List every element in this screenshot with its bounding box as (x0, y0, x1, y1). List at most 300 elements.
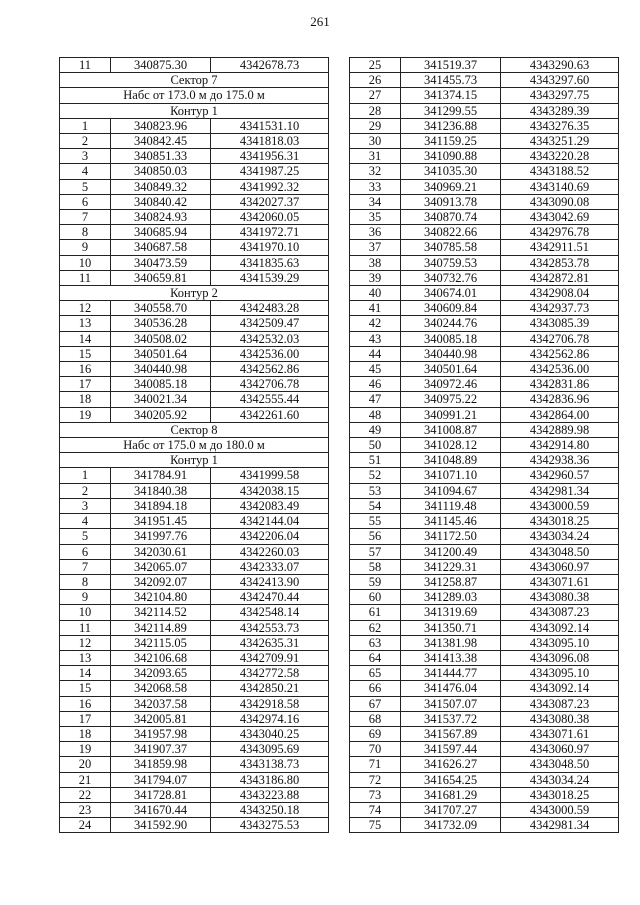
point-number-cell: 3 (60, 149, 111, 164)
table-row (60, 468, 329, 483)
point-number-cell: 49 (350, 422, 401, 437)
table-row (60, 787, 329, 802)
table-row (350, 301, 619, 316)
y-coordinate-cell: 4342562.86 (501, 346, 619, 361)
y-coordinate-cell: 4342872.81 (501, 270, 619, 285)
table-row (350, 559, 619, 574)
y-coordinate-cell: 4343223.88 (211, 787, 329, 802)
x-coordinate-cell: 341444.77 (401, 666, 501, 681)
x-coordinate-cell: 341681.29 (401, 787, 501, 802)
point-number-cell: 7 (60, 210, 111, 225)
x-coordinate-cell: 341413.38 (401, 650, 501, 665)
point-number-cell: 14 (60, 666, 111, 681)
x-coordinate-cell: 342114.89 (111, 620, 211, 635)
y-coordinate-cell: 4343095.10 (501, 635, 619, 650)
x-coordinate-cell: 340785.58 (401, 240, 501, 255)
table-row (60, 179, 329, 194)
y-coordinate-cell: 4342333.07 (211, 559, 329, 574)
section-header-row (60, 103, 329, 118)
point-number-cell: 48 (350, 407, 401, 422)
x-coordinate-cell: 341071.10 (401, 468, 501, 483)
x-coordinate-cell: 341289.03 (401, 590, 501, 605)
table-row (60, 726, 329, 741)
table-row (60, 164, 329, 179)
x-coordinate-cell: 340875.30 (111, 58, 211, 73)
point-number-cell: 10 (60, 605, 111, 620)
point-number-cell: 54 (350, 498, 401, 513)
x-coordinate-cell: 340842.45 (111, 134, 211, 149)
point-number-cell: 69 (350, 726, 401, 741)
x-coordinate-cell: 341859.98 (111, 757, 211, 772)
y-coordinate-cell: 4342553.73 (211, 620, 329, 635)
table-row (60, 605, 329, 620)
x-coordinate-cell: 341567.89 (401, 726, 501, 741)
y-coordinate-cell: 4341956.31 (211, 149, 329, 164)
point-number-cell: 55 (350, 514, 401, 529)
point-number-cell: 63 (350, 635, 401, 650)
x-coordinate-cell: 340501.64 (401, 362, 501, 377)
point-number-cell: 2 (60, 134, 111, 149)
table-row (350, 681, 619, 696)
x-coordinate-cell: 340822.66 (401, 225, 501, 240)
point-number-cell: 60 (350, 590, 401, 605)
point-number-cell: 12 (60, 635, 111, 650)
y-coordinate-cell: 4343096.08 (501, 650, 619, 665)
y-coordinate-cell: 4342536.00 (501, 362, 619, 377)
table-row (60, 407, 329, 422)
y-coordinate-cell: 4342260.03 (211, 544, 329, 559)
y-coordinate-cell: 4342483.28 (211, 301, 329, 316)
table-row (350, 438, 619, 453)
table-row (60, 240, 329, 255)
table-row (60, 574, 329, 589)
point-number-cell: 5 (60, 179, 111, 194)
point-number-cell: 68 (350, 711, 401, 726)
x-coordinate-cell: 341258.87 (401, 574, 501, 589)
point-number-cell: 53 (350, 483, 401, 498)
y-coordinate-cell: 4343060.97 (501, 742, 619, 757)
x-coordinate-cell: 340085.18 (111, 377, 211, 392)
point-number-cell: 5 (60, 529, 111, 544)
y-coordinate-cell: 4343276.35 (501, 118, 619, 133)
y-coordinate-cell: 4342548.14 (211, 605, 329, 620)
x-coordinate-cell: 341894.18 (111, 498, 211, 513)
x-coordinate-cell: 341236.88 (401, 118, 501, 133)
x-coordinate-cell: 340732.76 (401, 270, 501, 285)
x-coordinate-cell: 340501.64 (111, 346, 211, 361)
table-row (350, 377, 619, 392)
table-row (350, 88, 619, 103)
table-row (60, 757, 329, 772)
y-coordinate-cell: 4341972.71 (211, 225, 329, 240)
point-number-cell: 1 (60, 118, 111, 133)
x-coordinate-cell: 340674.01 (401, 286, 501, 301)
coordinates-table-left (59, 57, 329, 833)
table-row (350, 58, 619, 73)
y-coordinate-cell: 4343188.52 (501, 164, 619, 179)
point-number-cell: 44 (350, 346, 401, 361)
point-number-cell: 8 (60, 225, 111, 240)
x-coordinate-cell: 340244.76 (401, 316, 501, 331)
x-coordinate-cell: 340440.98 (111, 362, 211, 377)
y-coordinate-cell: 4343140.69 (501, 179, 619, 194)
table-row (350, 316, 619, 331)
point-number-cell: 15 (60, 346, 111, 361)
x-coordinate-cell: 341654.25 (401, 772, 501, 787)
y-coordinate-cell: 4341531.10 (211, 118, 329, 133)
table-row (350, 757, 619, 772)
y-coordinate-cell: 4343000.59 (501, 498, 619, 513)
x-coordinate-cell: 342065.07 (111, 559, 211, 574)
y-coordinate-cell: 4342889.98 (501, 422, 619, 437)
table-row (350, 514, 619, 529)
y-coordinate-cell: 4343289.39 (501, 103, 619, 118)
x-coordinate-cell: 341455.73 (401, 73, 501, 88)
section-header: Контур 2 (60, 286, 329, 301)
table-row (60, 483, 329, 498)
y-coordinate-cell: 4343034.24 (501, 772, 619, 787)
point-number-cell: 41 (350, 301, 401, 316)
x-coordinate-cell: 340508.02 (111, 331, 211, 346)
x-coordinate-cell: 341732.09 (401, 818, 501, 833)
point-number-cell: 17 (60, 377, 111, 392)
table-row (60, 331, 329, 346)
x-coordinate-cell: 340972.46 (401, 377, 501, 392)
point-number-cell: 1 (60, 468, 111, 483)
table-row (60, 58, 329, 73)
point-number-cell: 42 (350, 316, 401, 331)
y-coordinate-cell: 4343087.23 (501, 605, 619, 620)
table-row (350, 270, 619, 285)
point-number-cell: 11 (60, 270, 111, 285)
y-coordinate-cell: 4342206.04 (211, 529, 329, 544)
point-number-cell: 39 (350, 270, 401, 285)
section-header-row (60, 438, 329, 453)
table-row (60, 802, 329, 817)
point-number-cell: 59 (350, 574, 401, 589)
table-row (60, 772, 329, 787)
x-coordinate-cell: 342115.05 (111, 635, 211, 650)
point-number-cell: 25 (350, 58, 401, 73)
point-number-cell: 3 (60, 498, 111, 513)
point-number-cell: 22 (60, 787, 111, 802)
point-number-cell: 62 (350, 620, 401, 635)
x-coordinate-cell: 340913.78 (401, 194, 501, 209)
y-coordinate-cell: 4342853.78 (501, 255, 619, 270)
y-coordinate-cell: 4342678.73 (211, 58, 329, 73)
point-number-cell: 66 (350, 681, 401, 696)
y-coordinate-cell: 4342470.44 (211, 590, 329, 605)
point-number-cell: 14 (60, 331, 111, 346)
y-coordinate-cell: 4342918.58 (211, 696, 329, 711)
table-row (350, 149, 619, 164)
table-row (60, 270, 329, 285)
table-row (60, 742, 329, 757)
table-row (60, 362, 329, 377)
section-header-row (60, 422, 329, 437)
point-number-cell: 10 (60, 255, 111, 270)
table-row (350, 179, 619, 194)
y-coordinate-cell: 4342706.78 (501, 331, 619, 346)
point-number-cell: 51 (350, 453, 401, 468)
point-number-cell: 70 (350, 742, 401, 757)
table-row (350, 134, 619, 149)
x-coordinate-cell: 341094.67 (401, 483, 501, 498)
table-row (350, 331, 619, 346)
section-header-row (60, 453, 329, 468)
table-row (350, 164, 619, 179)
y-coordinate-cell: 4342981.34 (501, 483, 619, 498)
x-coordinate-cell: 341350.71 (401, 620, 501, 635)
table-row (350, 422, 619, 437)
point-number-cell: 17 (60, 711, 111, 726)
table-row (350, 666, 619, 681)
table-row (350, 392, 619, 407)
x-coordinate-cell: 341172.50 (401, 529, 501, 544)
x-coordinate-cell: 341008.87 (401, 422, 501, 437)
x-coordinate-cell: 341707.27 (401, 802, 501, 817)
point-number-cell: 6 (60, 194, 111, 209)
x-coordinate-cell: 341670.44 (111, 802, 211, 817)
point-number-cell: 57 (350, 544, 401, 559)
x-coordinate-cell: 342114.52 (111, 605, 211, 620)
point-number-cell: 43 (350, 331, 401, 346)
y-coordinate-cell: 4343048.50 (501, 544, 619, 559)
x-coordinate-cell: 340659.81 (111, 270, 211, 285)
y-coordinate-cell: 4343290.63 (501, 58, 619, 73)
table-row (350, 772, 619, 787)
x-coordinate-cell: 341048.89 (401, 453, 501, 468)
x-coordinate-cell: 341299.55 (401, 103, 501, 118)
y-coordinate-cell: 4342144.04 (211, 514, 329, 529)
x-coordinate-cell: 341597.44 (401, 742, 501, 757)
table-row (60, 711, 329, 726)
point-number-cell: 28 (350, 103, 401, 118)
y-coordinate-cell: 4343275.53 (211, 818, 329, 833)
table-row (60, 255, 329, 270)
x-coordinate-cell: 340969.21 (401, 179, 501, 194)
y-coordinate-cell: 4341992.32 (211, 179, 329, 194)
table-row (350, 726, 619, 741)
y-coordinate-cell: 4343186.80 (211, 772, 329, 787)
table-row (60, 194, 329, 209)
y-coordinate-cell: 4343087.23 (501, 696, 619, 711)
point-number-cell: 21 (60, 772, 111, 787)
table-row (350, 194, 619, 209)
table-row (350, 802, 619, 817)
point-number-cell: 50 (350, 438, 401, 453)
point-number-cell: 11 (60, 620, 111, 635)
y-coordinate-cell: 4342709.91 (211, 650, 329, 665)
point-number-cell: 61 (350, 605, 401, 620)
x-coordinate-cell: 341090.88 (401, 149, 501, 164)
y-coordinate-cell: 4343095.69 (211, 742, 329, 757)
point-number-cell: 12 (60, 301, 111, 316)
x-coordinate-cell: 342092.07 (111, 574, 211, 589)
point-number-cell: 37 (350, 240, 401, 255)
point-number-cell: 40 (350, 286, 401, 301)
table-row (60, 134, 329, 149)
y-coordinate-cell: 4343040.25 (211, 726, 329, 741)
point-number-cell: 19 (60, 407, 111, 422)
table-row (350, 468, 619, 483)
x-coordinate-cell: 342093.65 (111, 666, 211, 681)
section-header-row (60, 73, 329, 88)
table-row (350, 103, 619, 118)
y-coordinate-cell: 4342960.57 (501, 468, 619, 483)
table-row (350, 210, 619, 225)
table-row (350, 590, 619, 605)
point-number-cell: 15 (60, 681, 111, 696)
table-row (60, 514, 329, 529)
table-row (350, 818, 619, 833)
point-number-cell: 38 (350, 255, 401, 270)
y-coordinate-cell: 4343138.73 (211, 757, 329, 772)
table-row (350, 346, 619, 361)
point-number-cell: 67 (350, 696, 401, 711)
y-coordinate-cell: 4342938.36 (501, 453, 619, 468)
x-coordinate-cell: 340975.22 (401, 392, 501, 407)
point-number-cell: 33 (350, 179, 401, 194)
y-coordinate-cell: 4343297.60 (501, 73, 619, 88)
x-coordinate-cell: 342104.80 (111, 590, 211, 605)
x-coordinate-cell: 340840.42 (111, 194, 211, 209)
table-row (60, 149, 329, 164)
y-coordinate-cell: 4343220.28 (501, 149, 619, 164)
y-coordinate-cell: 4343018.25 (501, 787, 619, 802)
table-row (350, 574, 619, 589)
table-row (350, 118, 619, 133)
point-number-cell: 9 (60, 240, 111, 255)
x-coordinate-cell: 340823.96 (111, 118, 211, 133)
table-row (60, 316, 329, 331)
y-coordinate-cell: 4341818.03 (211, 134, 329, 149)
point-number-cell: 74 (350, 802, 401, 817)
point-number-cell: 19 (60, 742, 111, 757)
table-row (60, 377, 329, 392)
point-number-cell: 24 (60, 818, 111, 833)
y-coordinate-cell: 4343297.75 (501, 88, 619, 103)
table-row (350, 225, 619, 240)
section-header: Набс от 175.0 м до 180.0 м (60, 438, 329, 453)
point-number-cell: 71 (350, 757, 401, 772)
table-row (60, 301, 329, 316)
point-number-cell: 64 (350, 650, 401, 665)
point-number-cell: 4 (60, 164, 111, 179)
point-number-cell: 26 (350, 73, 401, 88)
x-coordinate-cell: 340205.92 (111, 407, 211, 422)
x-coordinate-cell: 341519.37 (401, 58, 501, 73)
x-coordinate-cell: 341957.98 (111, 726, 211, 741)
point-number-cell: 29 (350, 118, 401, 133)
x-coordinate-cell: 341374.15 (401, 88, 501, 103)
y-coordinate-cell: 4342981.34 (501, 818, 619, 833)
point-number-cell: 8 (60, 574, 111, 589)
y-coordinate-cell: 4342060.05 (211, 210, 329, 225)
y-coordinate-cell: 4342937.73 (501, 301, 619, 316)
point-number-cell: 30 (350, 134, 401, 149)
x-coordinate-cell: 340021.34 (111, 392, 211, 407)
x-coordinate-cell: 341951.45 (111, 514, 211, 529)
table-row (350, 742, 619, 757)
point-number-cell: 6 (60, 544, 111, 559)
x-coordinate-cell: 342106.68 (111, 650, 211, 665)
table-row (60, 225, 329, 240)
point-number-cell: 16 (60, 696, 111, 711)
point-number-cell: 13 (60, 650, 111, 665)
table-row (350, 635, 619, 650)
x-coordinate-cell: 342005.81 (111, 711, 211, 726)
x-coordinate-cell: 342037.58 (111, 696, 211, 711)
x-coordinate-cell: 341145.46 (401, 514, 501, 529)
y-coordinate-cell: 4343000.59 (501, 802, 619, 817)
y-coordinate-cell: 4342864.00 (501, 407, 619, 422)
y-coordinate-cell: 4343251.29 (501, 134, 619, 149)
point-number-cell: 18 (60, 726, 111, 741)
y-coordinate-cell: 4341999.58 (211, 468, 329, 483)
y-coordinate-cell: 4343018.25 (501, 514, 619, 529)
point-number-cell: 45 (350, 362, 401, 377)
y-coordinate-cell: 4342635.31 (211, 635, 329, 650)
x-coordinate-cell: 340991.21 (401, 407, 501, 422)
y-coordinate-cell: 4343250.18 (211, 802, 329, 817)
x-coordinate-cell: 340440.98 (401, 346, 501, 361)
table-row (350, 498, 619, 513)
table-row (350, 544, 619, 559)
x-coordinate-cell: 341794.07 (111, 772, 211, 787)
y-coordinate-cell: 4342038.15 (211, 483, 329, 498)
y-coordinate-cell: 4342509.47 (211, 316, 329, 331)
y-coordinate-cell: 4342836.96 (501, 392, 619, 407)
table-row (60, 498, 329, 513)
y-coordinate-cell: 4343034.24 (501, 529, 619, 544)
point-number-cell: 65 (350, 666, 401, 681)
table-row (60, 650, 329, 665)
section-header: Контур 1 (60, 103, 329, 118)
x-coordinate-cell: 341626.27 (401, 757, 501, 772)
point-number-cell: 13 (60, 316, 111, 331)
table-row (350, 711, 619, 726)
section-header-row (60, 88, 329, 103)
x-coordinate-cell: 340558.70 (111, 301, 211, 316)
section-header: Контур 1 (60, 453, 329, 468)
table-row (60, 346, 329, 361)
x-coordinate-cell: 340473.59 (111, 255, 211, 270)
x-coordinate-cell: 341728.81 (111, 787, 211, 802)
table-row (60, 392, 329, 407)
table-row (60, 118, 329, 133)
y-coordinate-cell: 4343090.08 (501, 194, 619, 209)
y-coordinate-cell: 4343071.61 (501, 574, 619, 589)
x-coordinate-cell: 340851.33 (111, 149, 211, 164)
x-coordinate-cell: 340870.74 (401, 210, 501, 225)
y-coordinate-cell: 4341970.10 (211, 240, 329, 255)
y-coordinate-cell: 4342261.60 (211, 407, 329, 422)
table-row (350, 529, 619, 544)
table-row (350, 620, 619, 635)
y-coordinate-cell: 4342976.78 (501, 225, 619, 240)
x-coordinate-cell: 341028.12 (401, 438, 501, 453)
x-coordinate-cell: 341507.07 (401, 696, 501, 711)
y-coordinate-cell: 4343080.38 (501, 590, 619, 605)
x-coordinate-cell: 341035.30 (401, 164, 501, 179)
point-number-cell: 72 (350, 772, 401, 787)
table-row (350, 362, 619, 377)
table-row (60, 818, 329, 833)
point-number-cell: 4 (60, 514, 111, 529)
point-number-cell: 20 (60, 757, 111, 772)
table-row (60, 544, 329, 559)
